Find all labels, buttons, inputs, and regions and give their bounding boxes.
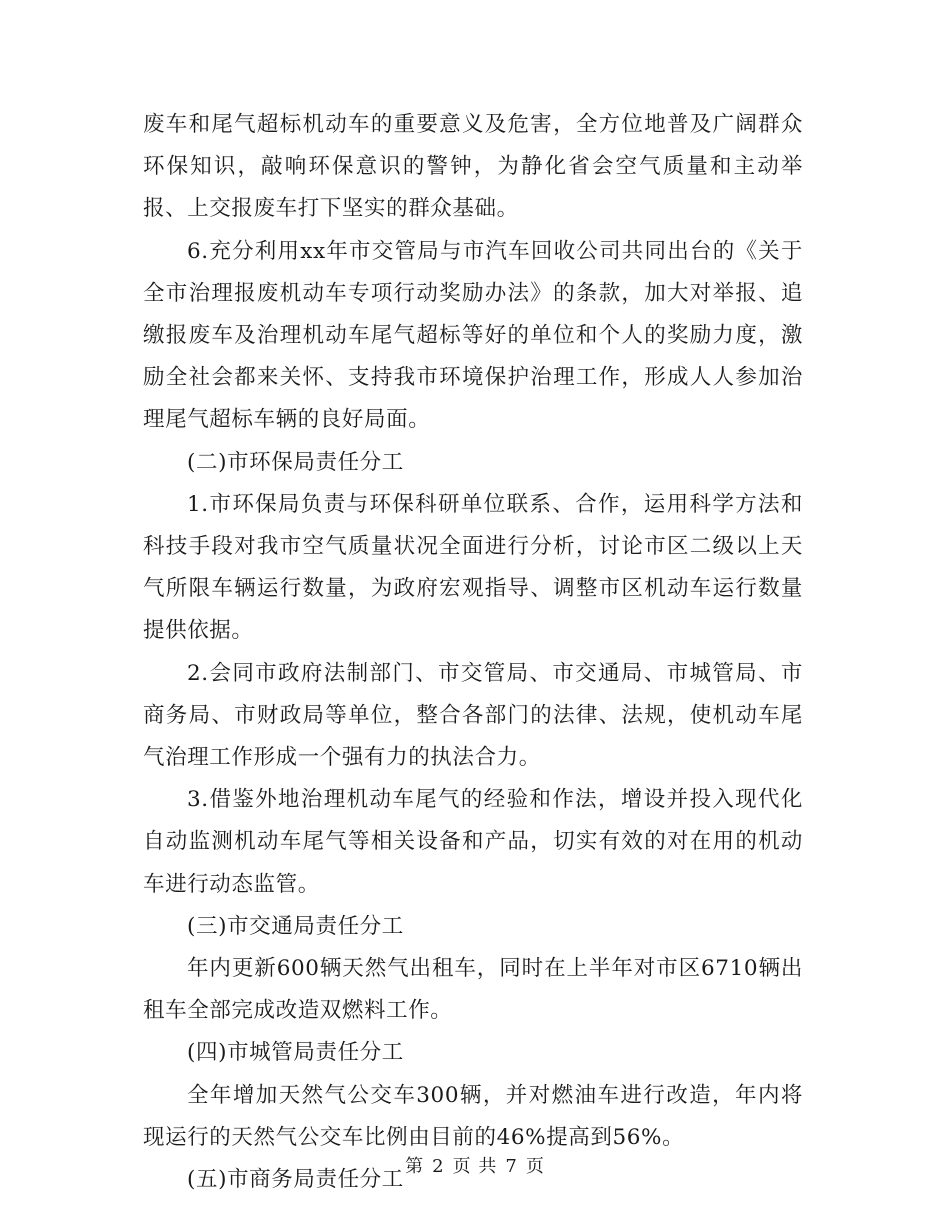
- footer-total-pages: 7: [505, 1156, 518, 1177]
- paragraph: 1.市环保局负责与环保科研单位联系、合作，运用科学方法和科技手段对我市空气质量状况全面进行分析，讨论市区二级以上天气所限车辆运行数量，为政府宏观指导、调整市区机动车运行数量提供依据。: [143, 491, 803, 644]
- paragraph: 废车和尾气超标机动车的重要意义及危害，全方位地普及广阔群众环保知识，敲响环保意识的警钟，为静化省会空气质量和主动举报、上交报废车打下坚实的群众基础。: [143, 112, 803, 222]
- footer-prefix: 第: [405, 1156, 425, 1177]
- section-heading: (三)市交通局责任分工: [187, 913, 404, 939]
- paragraph: 2.会同市政府法制部门、市交管局、市交通局、市城管局、市商务局、市财政局等单位，整合各部门的法律、法规，使机动车尾气治理工作形成一个强有力的执法合力。: [143, 660, 803, 771]
- footer-current-page: 2: [432, 1156, 445, 1177]
- paragraph: 年内更新600辆天然气出租车，同时在上半年对市区6710辆出租车全部完成改造双燃料工作。: [143, 956, 803, 1024]
- paragraph: 3.借鉴外地治理机动车尾气的经验和作法，增设并投入现代化自动监测机动车尾气等相关设备和产品，切实有效的对在用的机动车进行动态监管。: [143, 787, 803, 897]
- page-footer: [0, 1152, 950, 1178]
- section-heading: (四)市城管局责任分工: [187, 1040, 404, 1066]
- section-heading: (二)市环保局责任分工: [187, 449, 404, 475]
- paragraph: 全年增加天然气公交车300辆，并对燃油车进行改造，年内将现运行的天然气公交车比例由目前的46%提高到56%。: [143, 1082, 803, 1150]
- section-heading: (五)市商务局责任分工: [187, 1167, 404, 1193]
- paragraph: 6.充分利用xx年市交管局与市汽车回收公司共同出台的《关于全市治理报废机动车专项行动奖励办法》的条款，加大对举报、追缴报废车及治理机动车尾气超标等好的单位和个人的奖励力度，激励全社会都来关怀、支持我市环境保护治理工作，形成人人参加治理尾气超标车辆的良好局面。: [143, 238, 803, 433]
- document-body: [143, 104, 803, 1201]
- footer-suffix: 页: [525, 1156, 545, 1177]
- footer-middle: 页 共: [452, 1156, 498, 1177]
